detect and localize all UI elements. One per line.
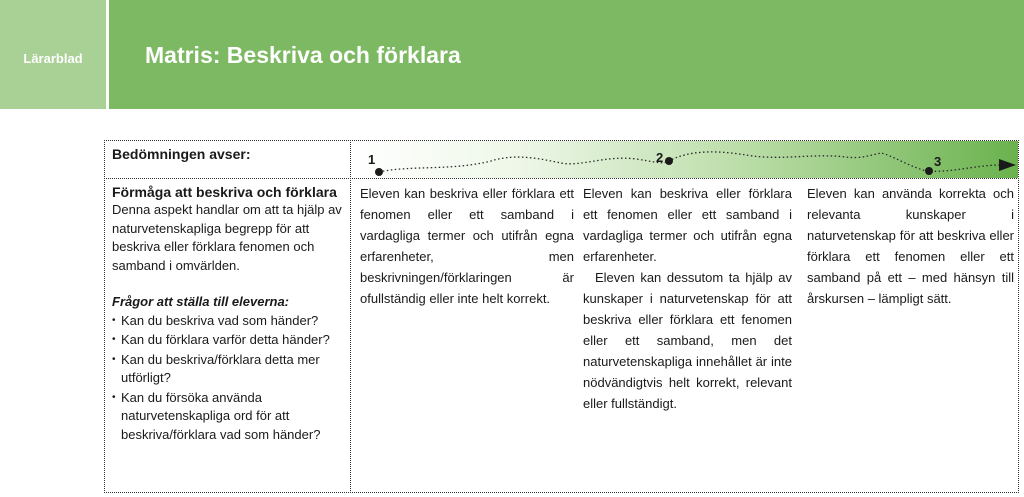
matrix-border-bottom (104, 492, 1019, 493)
aspect-description: Denna aspekt handlar om att ta hjälp av naturvetenskapliga begrepp för att beskriva eller förklara fenomen och samband i omvärlden. (112, 202, 342, 273)
question-item: • Kan du beskriva vad som händer? (112, 312, 344, 331)
row-divider (104, 178, 1019, 179)
level-3-marker: 3 (934, 154, 942, 169)
page-tab (0, 0, 106, 109)
assessment-header-label: Bedömningen avser: (112, 146, 251, 162)
aspect-title: Förmåga att beskriva och förklara (112, 184, 337, 200)
level-2-text-extra: Eleven kan dessutom ta hjälp av kunskaper i naturvetenskap för att beskriva eller förklara ett fenomen eller ett samband, men det naturvetenskapliga innehållet är inte nödvändigtvis helt korrekt, relevant eller fullständigt. (583, 270, 792, 411)
question-item: • Kan du försöka använda naturvetenskapliga ord för att beskriva/förklara vad som händer? (112, 389, 344, 445)
level-1-description (360, 183, 574, 309)
level-3-description (807, 183, 1014, 309)
progression-scale (351, 141, 1018, 178)
level-2-marker: 2 (656, 150, 664, 165)
page-title: Matris: Beskriva och förklara (145, 42, 461, 68)
questions-list (112, 312, 344, 445)
progression-arrow-icon (351, 141, 1018, 178)
matrix-border-left (104, 140, 105, 493)
assessment-matrix (104, 140, 1019, 493)
matrix-border-right (1018, 140, 1019, 493)
title-banner (109, 0, 1024, 109)
tab-label: Lärarblad (23, 51, 83, 66)
column-divider (350, 140, 351, 493)
level-1-marker: 1 (368, 152, 376, 167)
level-1-text: Eleven kan beskriva eller förklara ett fenomen eller ett samband i vardagliga termer och utifrån egna erfarenheter, men beskrivningen/förklaringen är ofullständig eller inte helt korrekt. (360, 186, 574, 306)
question-item: • Kan du förklara varför detta händer? (112, 331, 344, 350)
questions-heading: Frågor att ställa till eleverna: (112, 294, 290, 309)
level-2-description (583, 183, 792, 414)
aspect-column (112, 183, 344, 445)
level-2-text: Eleven kan beskriva eller förklara ett fenomen eller ett samband i vardagliga termer och utifrån egna erfarenheter. (583, 186, 792, 264)
question-item: • Kan du beskriva/förklara detta mer utförligt? (112, 351, 344, 388)
level-3-text: Eleven kan använda korrekta och relevanta kunskaper i naturvetenskap för att beskriva eller förklara ett fenomen eller ett samband på ett – med hänsyn till årskursen – lämpligt sätt. (807, 186, 1014, 306)
